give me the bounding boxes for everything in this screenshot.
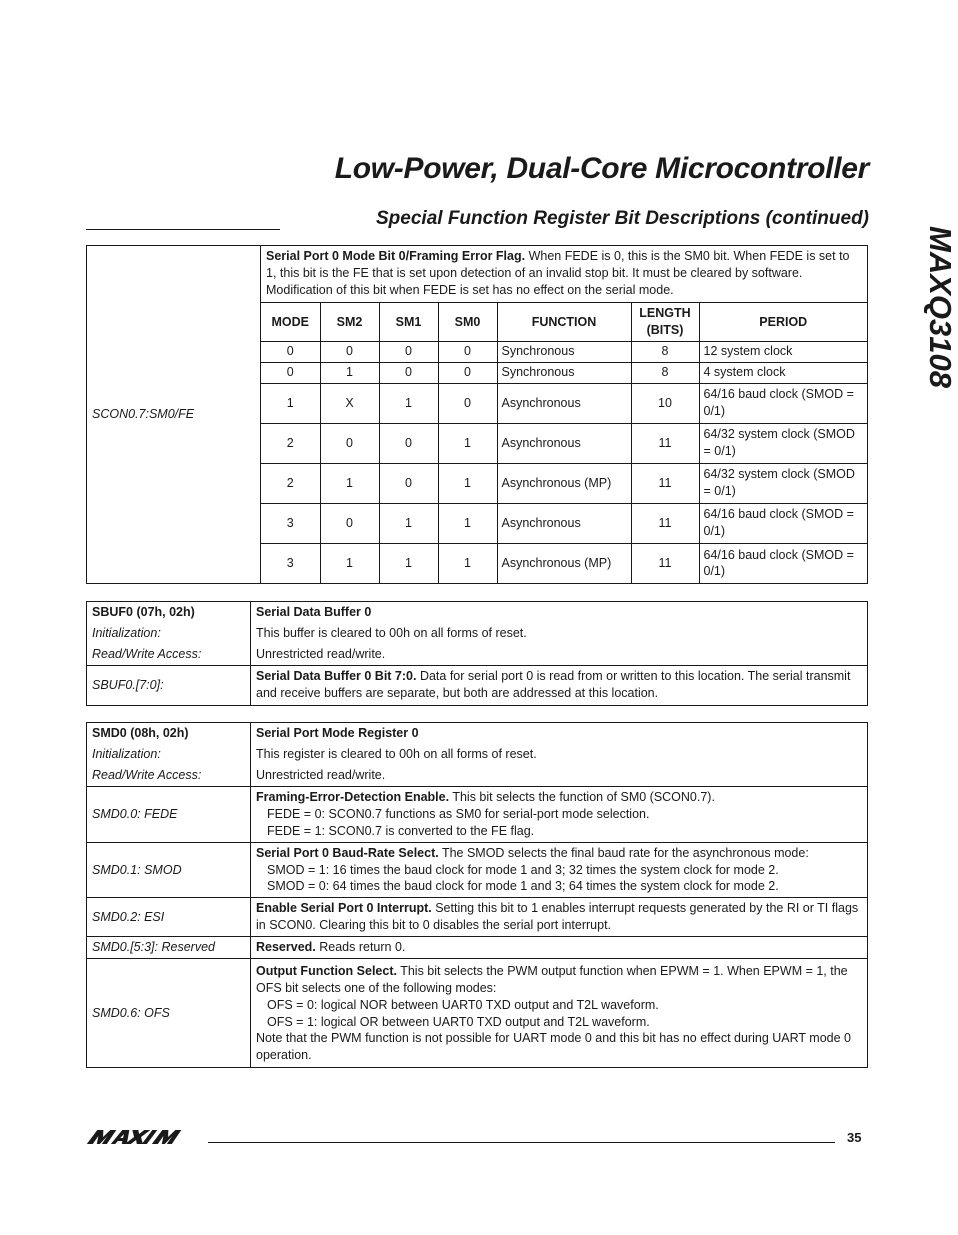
sm1-cell: 0 — [379, 341, 438, 362]
scon-bit-label: SCON0.7:SM0/FE — [87, 246, 261, 584]
function-cell: Asynchronous (MP) — [497, 463, 631, 503]
function-cell: Asynchronous — [497, 423, 631, 463]
smd0-esi-description — [251, 898, 868, 937]
ofs-line: OFS = 1: logical OR between UART0 TXD output and T2L waveform. — [267, 1014, 650, 1029]
mode-row — [261, 463, 867, 503]
sm2-cell: 1 — [320, 362, 379, 383]
mode-header-function: FUNCTION — [497, 302, 631, 341]
function-cell: Asynchronous — [497, 383, 631, 423]
mode-cell: 0 — [261, 341, 320, 362]
sbuf0-bit-label: SBUF0.[7:0]: — [87, 666, 251, 706]
ofs-bold: Output Function Select. — [256, 963, 397, 978]
period-cell: 64/32 system clock (SMOD = 0/1) — [699, 463, 867, 503]
sm1-cell: 1 — [379, 503, 438, 543]
smd0-register-name: SMD0 (08h, 02h) — [92, 726, 189, 740]
length-cell: 11 — [631, 463, 699, 503]
sm1-cell: 1 — [379, 543, 438, 583]
smd0-register-cell — [87, 723, 251, 787]
function-cell: Asynchronous (MP) — [497, 543, 631, 583]
smod-line: SMOD = 1: 16 times the baud clock for mode 1 and 3; 32 times the system clock for mode 2. — [267, 862, 779, 877]
period-cell: 64/16 baud clock (SMOD = 0/1) — [699, 543, 867, 583]
mode-header-sm2: SM2 — [320, 302, 379, 341]
mode-row — [261, 383, 867, 423]
smod-bold: Serial Port 0 Baud-Rate Select. — [256, 845, 439, 860]
sbuf0-bit-text: Data for serial port 0 is read from or written to this location. The serial transmit and receive buffers are separate, but both are addressed at this location. — [256, 669, 851, 700]
length-cell: 10 — [631, 383, 699, 423]
period-cell: 64/16 baud clock (SMOD = 0/1) — [699, 383, 867, 423]
function-cell: Synchronous — [497, 341, 631, 362]
smd0-esi-label: SMD0.2: ESI — [87, 898, 251, 937]
mode-row — [261, 423, 867, 463]
mode-cell: 2 — [261, 423, 320, 463]
footer-rule — [208, 1142, 835, 1143]
mode-row — [261, 543, 867, 583]
sbuf0-access-text: Unrestricted read/write. — [256, 647, 386, 661]
fede-line: FEDE = 0: SCON0.7 functions as SM0 for serial-port mode selection. — [267, 806, 650, 821]
length-cell: 11 — [631, 503, 699, 543]
period-cell: 4 system clock — [699, 362, 867, 383]
ofs-note: Note that the PWM function is not possible for UART mode 0 and this bit has no effect during UART mode 0 operation. — [256, 1031, 851, 1063]
smd0-info-cell — [251, 723, 868, 787]
sm0-cell: 1 — [438, 423, 497, 463]
mode-cell: 2 — [261, 463, 320, 503]
mode-header-period: PERIOD — [699, 302, 867, 341]
scon-mode-table — [261, 302, 867, 584]
scon-description — [261, 246, 867, 302]
mode-row — [261, 362, 867, 383]
sm0-cell: 0 — [438, 383, 497, 423]
sbuf0-table — [86, 601, 868, 706]
scon-table — [86, 245, 868, 584]
sm2-cell: 0 — [320, 423, 379, 463]
mode-header-mode: MODE — [261, 302, 320, 341]
mode-cell: 0 — [261, 362, 320, 383]
period-cell: 64/32 system clock (SMOD = 0/1) — [699, 423, 867, 463]
smd0-init-text: This register is cleared to 00h on all forms of reset. — [256, 747, 537, 761]
smd0-ofs-label: SMD0.6: OFS — [87, 958, 251, 1067]
sm1-cell: 1 — [379, 383, 438, 423]
sm2-cell: 1 — [320, 463, 379, 503]
length-cell: 8 — [631, 341, 699, 362]
mode-header-sm1: SM1 — [379, 302, 438, 341]
function-cell: Synchronous — [497, 362, 631, 383]
page-title: Low-Power, Dual-Core Microcontroller — [334, 152, 869, 185]
period-cell: 12 system clock — [699, 341, 867, 362]
scon-desc-text: When FEDE is 0, this is the SM0 bit. When FEDE is set to 1, this bit is the FE that is set upon detection of an invalid stop bit. It must be cleared by software. Modification of this bit when FEDE is set has no effect on the serial mode. — [266, 249, 850, 297]
mode-table-header-row — [261, 302, 867, 341]
sm2-cell: 0 — [320, 503, 379, 543]
sm0-cell: 1 — [438, 503, 497, 543]
fede-text: This bit selects the function of SM0 (SCON0.7). — [449, 790, 715, 804]
smd0-reserved-description — [251, 937, 868, 959]
mode-header-sm0: SM0 — [438, 302, 497, 341]
length-cell: 11 — [631, 543, 699, 583]
esi-bold: Enable Serial Port 0 Interrupt. — [256, 901, 432, 916]
smd0-fede-description — [251, 787, 868, 843]
smd0-access-text: Unrestricted read/write. — [256, 768, 386, 782]
sm0-cell: 1 — [438, 543, 497, 583]
smd0-ofs-description — [251, 958, 868, 1067]
page-number: 35 — [847, 1130, 862, 1145]
smd0-fede-label: SMD0.0: FEDE — [87, 787, 251, 843]
smd0-init-label: Initialization: — [92, 747, 161, 761]
sbuf0-register-name: SBUF0 (07h, 02h) — [92, 605, 195, 619]
period-cell: 64/16 baud clock (SMOD = 0/1) — [699, 503, 867, 543]
smd0-access-label: Read/Write Access: — [92, 768, 202, 782]
section-rule — [86, 229, 280, 230]
length-cell: 8 — [631, 362, 699, 383]
ofs-text: This bit selects the PWM output function when EPWM = 1. When EPWM = 1, the OFS bit selects one of the following modes: — [256, 963, 848, 995]
sbuf0-bit-description — [251, 666, 868, 706]
sm2-cell: 1 — [320, 543, 379, 583]
mode-cell: 3 — [261, 543, 320, 583]
section-title: Special Function Register Bit Descriptions (continued) — [376, 208, 869, 229]
scon-description-cell — [261, 246, 868, 584]
sbuf0-title: Serial Data Buffer 0 — [256, 605, 372, 619]
fede-line: FEDE = 1: SCON0.7 is converted to the FE flag. — [267, 823, 535, 838]
function-cell: Asynchronous — [497, 503, 631, 543]
reserved-text: Reads return 0. — [315, 940, 406, 954]
sm0-cell: 1 — [438, 463, 497, 503]
sm2-cell: X — [320, 383, 379, 423]
maxim-logo — [86, 1128, 198, 1151]
sbuf0-access-label: Read/Write Access: — [92, 647, 202, 661]
mode-row — [261, 341, 867, 362]
sbuf0-bit-bold: Serial Data Buffer 0 Bit 7:0. — [256, 669, 417, 683]
smd0-smod-label: SMD0.1: SMOD — [87, 842, 251, 898]
smd0-reserved-label: SMD0.[5:3]: Reserved — [87, 937, 251, 959]
reserved-bold: Reserved. — [256, 940, 316, 954]
sm0-cell: 0 — [438, 341, 497, 362]
sbuf0-info-cell — [251, 602, 868, 666]
scon-desc-bold: Serial Port 0 Mode Bit 0/Framing Error Flag. — [266, 249, 526, 263]
smd0-table — [86, 722, 868, 1068]
mode-header-length: LENGTH (BITS) — [631, 302, 699, 341]
sbuf0-register-cell — [87, 602, 251, 666]
smd0-title: Serial Port Mode Register 0 — [256, 726, 419, 740]
side-part-number: MAXQ3108 — [923, 226, 958, 388]
mode-row — [261, 503, 867, 543]
sm0-cell: 0 — [438, 362, 497, 383]
sbuf0-init-text: This buffer is cleared to 00h on all forms of reset. — [256, 626, 527, 640]
maxim-logo-mark — [86, 1128, 198, 1146]
fede-bold: Framing-Error-Detection Enable. — [256, 790, 450, 804]
length-cell: 11 — [631, 423, 699, 463]
smd0-smod-description — [251, 842, 868, 898]
smod-text: The SMOD selects the final baud rate for the asynchronous mode: — [438, 845, 809, 860]
ofs-line: OFS = 0: logical NOR between UART0 TXD output and T2L waveform. — [267, 997, 659, 1012]
mode-cell: 3 — [261, 503, 320, 543]
sm1-cell: 0 — [379, 463, 438, 503]
sm2-cell: 0 — [320, 341, 379, 362]
esi-text: Setting this bit to 1 enables interrupt requests generated by the RI or TI flags in SCON0. Clearing this bit to 0 disables the serial port interrupt. — [256, 901, 859, 933]
sm1-cell: 0 — [379, 423, 438, 463]
sm1-cell: 0 — [379, 362, 438, 383]
sbuf0-init-label: Initialization: — [92, 626, 161, 640]
smod-line: SMOD = 0: 64 times the baud clock for mode 1 and 3; 64 times the system clock for mode 2. — [267, 879, 779, 894]
mode-cell: 1 — [261, 383, 320, 423]
